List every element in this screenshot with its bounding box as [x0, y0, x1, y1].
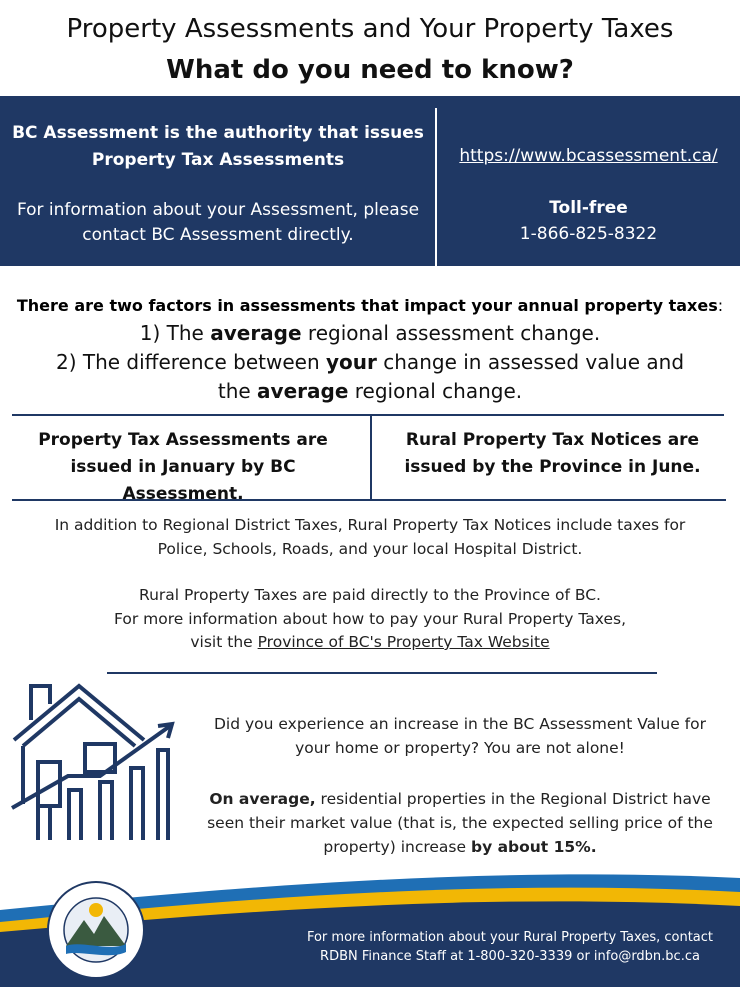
factor-2 [0, 350, 740, 374]
page-title: Property Assessments and Your Property Taxes [66, 14, 674, 44]
footer-line-1: For more information about your Rural Property Taxes, contact [306, 930, 714, 945]
increase-answer-line-1 [195, 787, 725, 811]
banner-left-panel [0, 96, 436, 266]
rural-paragraph-line-1: In addition to Regional District Taxes, Rural Property Tax Notices include taxes for [54, 516, 686, 534]
factor-2-post: change in assessed value and [376, 350, 685, 374]
boxes-divider [370, 415, 372, 501]
banner-heading [0, 120, 436, 174]
assessment-timing-line-2: issued in January by BC Assessment. [70, 457, 296, 504]
assessment-timing-line-1: Property Tax Assessments are [38, 430, 328, 450]
increase-answer-line-3 [195, 835, 725, 859]
bc-assessment-link[interactable]: https://www.bcassessment.ca/ [459, 146, 718, 166]
tollfree-label: Toll-free [549, 198, 628, 218]
factors-heading-colon: : [717, 296, 724, 315]
province-tax-website-link[interactable]: Province of BC's Property Tax Website [257, 633, 550, 651]
factor-1-pre: 1) The [139, 321, 211, 345]
factors-heading [0, 296, 740, 315]
rural-paragraph-line-2: Police, Schools, Roads, and your local Hospital District. [157, 539, 583, 558]
payment-paragraph [0, 584, 740, 655]
on-average-bold: On average, [209, 790, 316, 808]
house-with-rising-chart-icon [8, 680, 186, 856]
factor-3-bold: average [257, 379, 349, 403]
banner-heading-line-2: Property Tax Assessments [91, 150, 345, 170]
increase-question [195, 712, 725, 760]
rdbn-logo [40, 880, 152, 980]
factor-2-bold: your [326, 350, 377, 374]
increase-answer [195, 787, 725, 859]
footer-contact [290, 928, 730, 966]
factor-1-bold: average [210, 321, 302, 345]
factor-2-continued [0, 379, 740, 403]
banner-info-line-2: contact BC Assessment directly. [82, 225, 354, 245]
increase-answer-line-1-rest: residential properties in the Regional District have [315, 790, 711, 808]
section-rule [107, 672, 657, 674]
assessment-timing-box [8, 427, 358, 508]
bc-assessment-banner [0, 96, 740, 266]
increase-question-line-2: your home or property? You are not alone! [295, 739, 625, 757]
factor-1 [0, 321, 740, 345]
payment-paragraph-line-2: For more information about how to pay your Rural Property Taxes, [113, 609, 627, 628]
factor-2-pre: 2) The difference between [55, 350, 327, 374]
footer-line-2: RDBN Finance Staff at 1-800-320-3339 or info@rdbn.bc.ca [320, 949, 700, 964]
increase-answer-line-3-pre: property) increase [323, 838, 471, 856]
tax-notice-timing-line-2: issued by the Province in June. [404, 457, 701, 477]
increase-answer-line-2: seen their market value (that is, the expected selling price of the [207, 814, 713, 832]
payment-paragraph-line-1: Rural Property Taxes are paid directly to the Province of BC. [139, 586, 601, 604]
increase-question-line-1: Did you experience an increase in the BC Assessment Value for [214, 715, 706, 733]
page-subtitle: What do you need to know? [166, 55, 574, 85]
tax-notice-timing-box [380, 427, 725, 481]
factors-heading-text: There are two factors in assessments that impact your annual property taxes [16, 296, 718, 315]
factor-1-post: regional assessment change. [301, 321, 601, 345]
tollfree-number: 1-866-825-8322 [519, 224, 658, 244]
banner-info [0, 198, 436, 248]
factor-3-post: regional change. [348, 379, 523, 403]
visit-the-text: visit the [190, 633, 258, 651]
boxes-top-rule [12, 414, 724, 416]
tax-notice-timing-line-1: Rural Property Tax Notices are [405, 430, 700, 450]
factor-3-pre: the [217, 379, 258, 403]
banner-heading-line-1: BC Assessment is the authority that issues [12, 123, 424, 143]
banner-info-line-1: For information about your Assessment, please [16, 200, 420, 220]
payment-paragraph-line-3 [0, 631, 740, 655]
rural-taxes-paragraph [0, 514, 740, 561]
banner-right-panel [437, 96, 740, 266]
increase-15-percent: by about 15%. [470, 838, 597, 856]
